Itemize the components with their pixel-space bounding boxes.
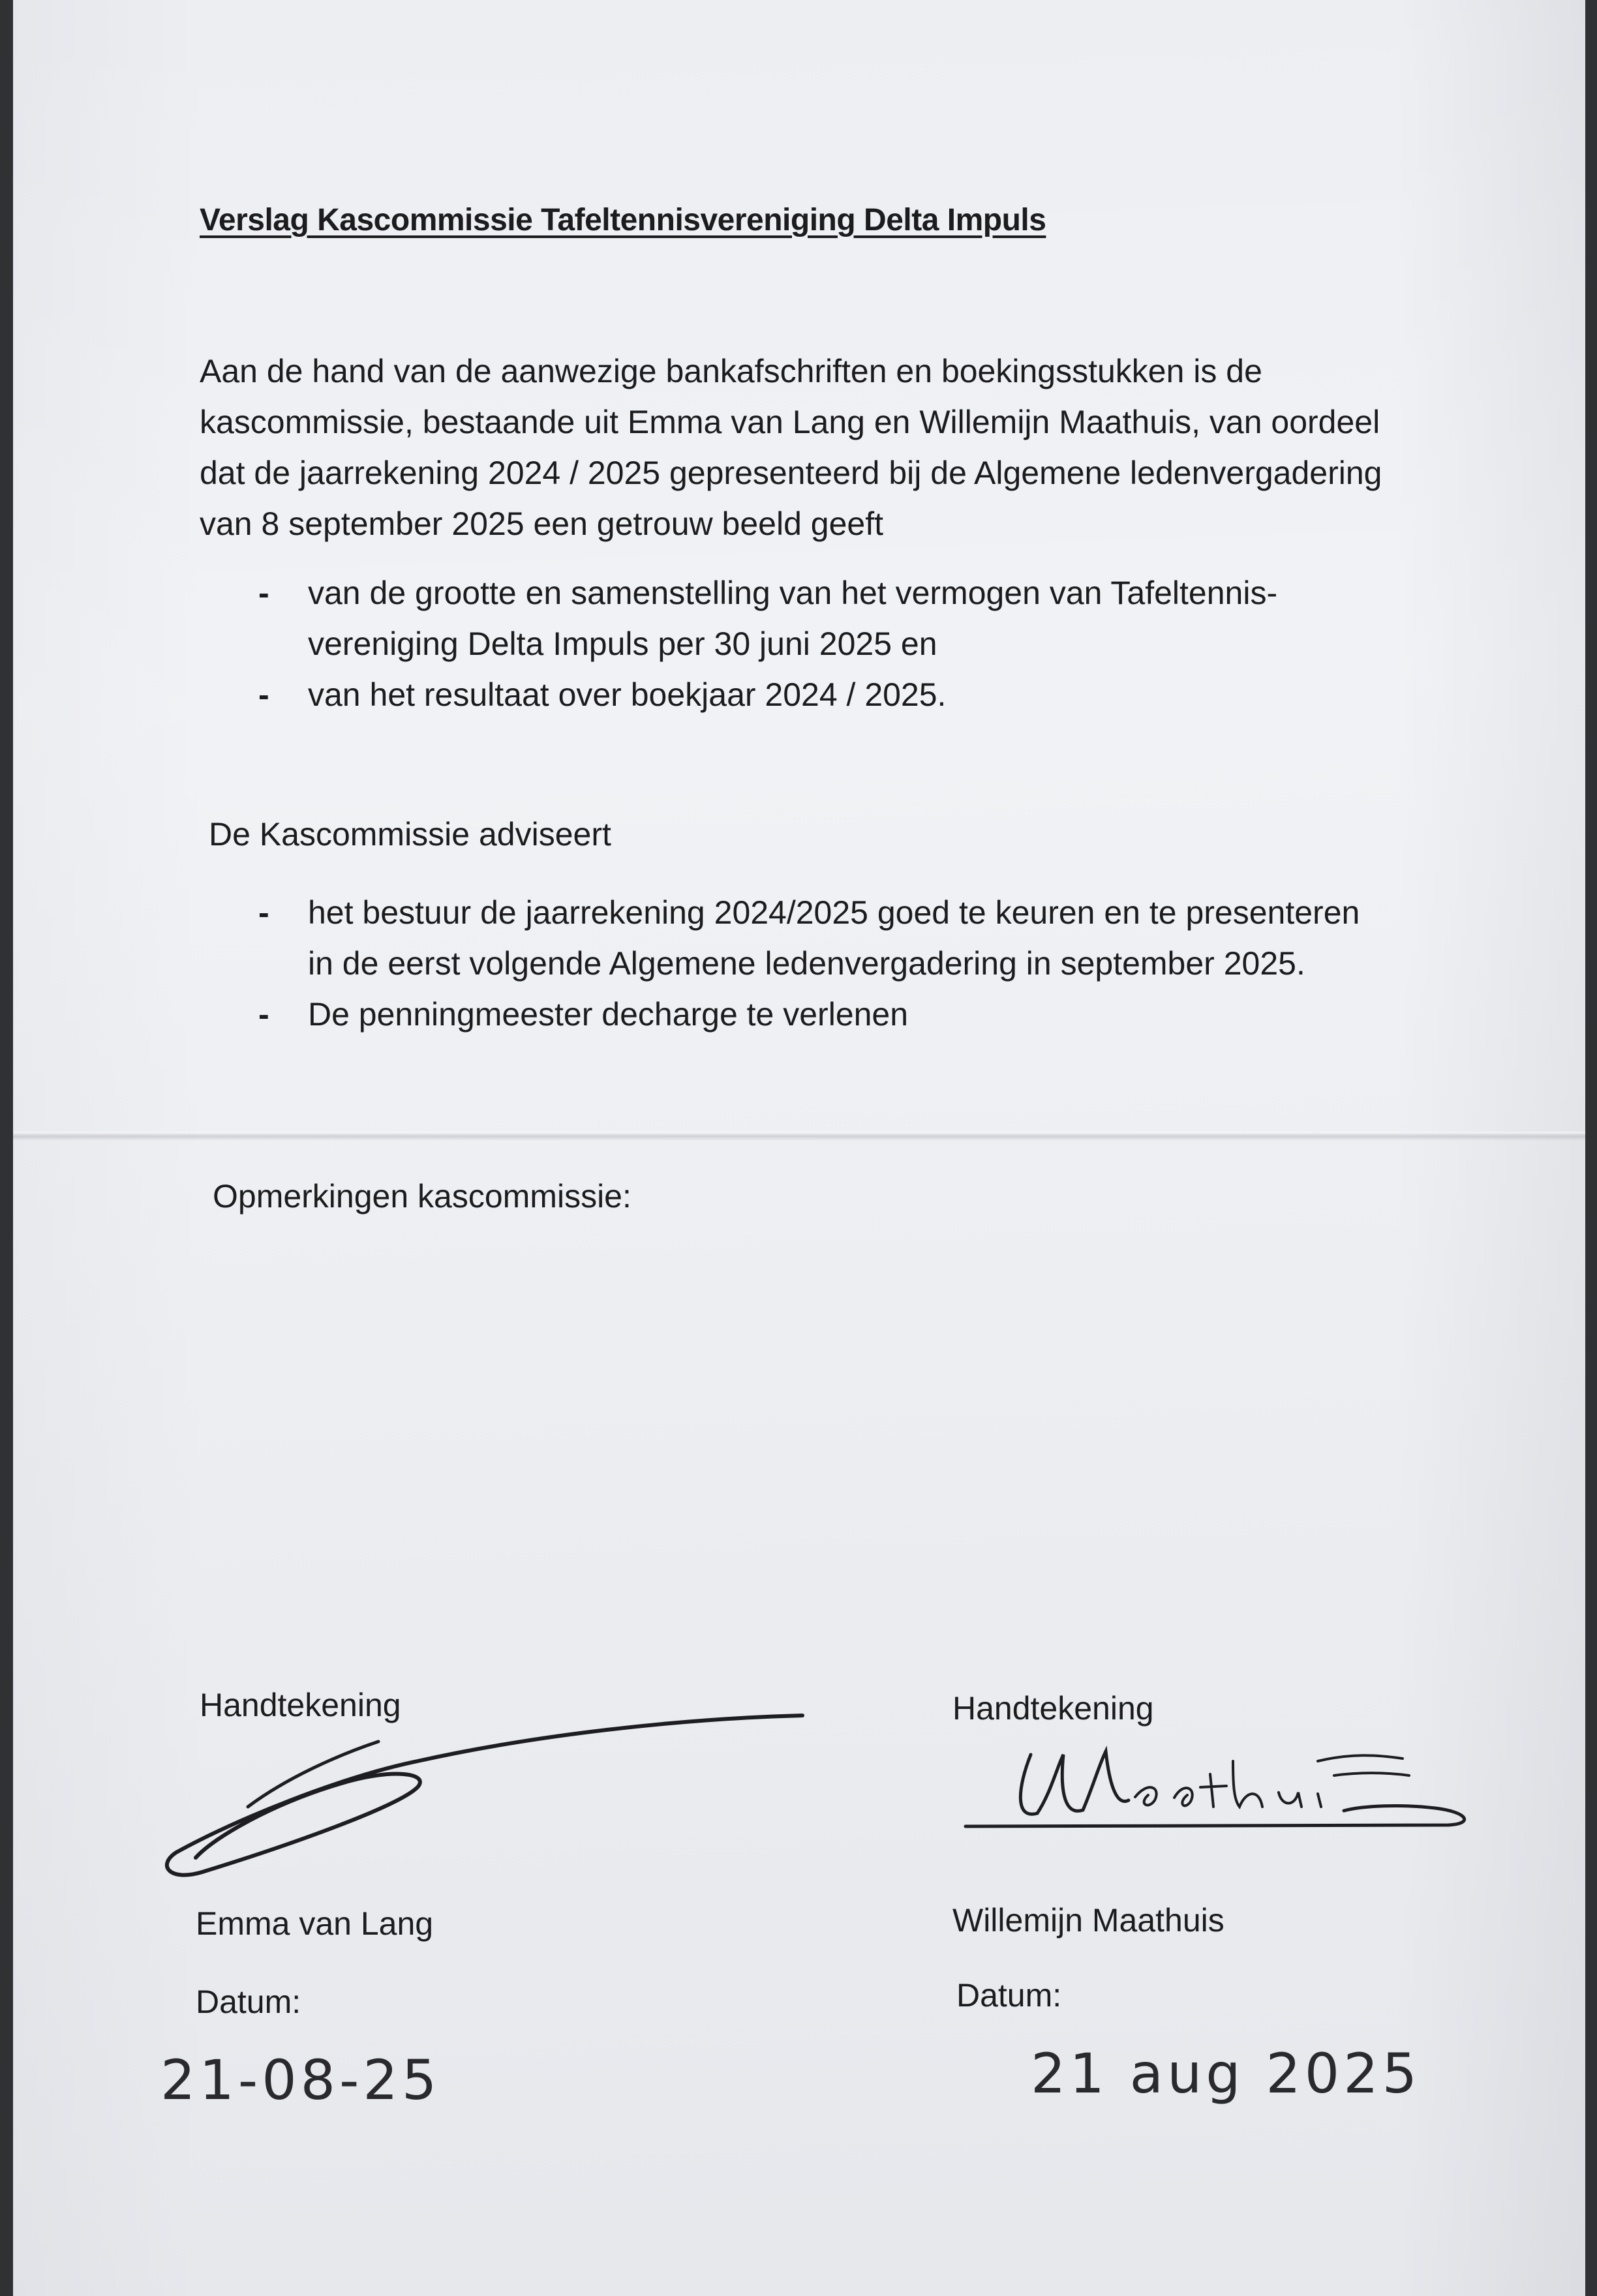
handwritten-date-right: 21 aug 2025: [1031, 2042, 1422, 2106]
date-label-right: Datum:: [956, 1977, 1062, 2014]
list-item: - De penningmeester decharge te verlenen: [258, 989, 1393, 1040]
intro-paragraph: Aan de hand van de aanwezige bankafschriften en boekingsstukken is de kascommissie, bestaande uit Emma van Lang en Willemijn Maathuis, van oordeel dat de jaarrekening 2024 / 2025 gepresenteerd bij de Algemene ledenvergadering van 8 september 2025 een getrouw beeld geeft: [200, 353, 1382, 542]
advice-list: [258, 887, 1393, 1040]
signatory-name-right: Willemijn Maathuis: [952, 1902, 1224, 1939]
signature-willemijn-maathuis: [952, 1735, 1487, 1852]
date-label-left: Datum:: [196, 1984, 301, 2020]
signature-label-right: Handtekening: [952, 1690, 1154, 1727]
assessment-list: [258, 567, 1393, 720]
handwritten-date-left: 21-08-25: [160, 2048, 441, 2112]
list-item: - van het resultaat over boekjaar 2024 / 2025.: [258, 669, 1393, 720]
list-item: - van de grootte en samenstelling van het vermogen van Tafeltennis-vereniging Delta Impuls per 30 juni 2025 en: [258, 567, 1393, 669]
advice-heading: De Kascommissie adviseert: [209, 816, 611, 853]
signature-emma-van-lang: [144, 1696, 861, 1892]
signatory-name-left: Emma van Lang: [196, 1905, 434, 1942]
signature-label-left: Handtekening: [200, 1687, 401, 1723]
paper-fold: [13, 1132, 1585, 1141]
remarks-label: Opmerkingen kascommissie:: [213, 1178, 631, 1215]
document-page: [13, 0, 1585, 2296]
list-item: - het bestuur de jaarrekening 2024/2025 goed te keuren en te presenteren in de eerst volgende Algemene ledenvergadering in september 2025.: [258, 887, 1393, 989]
document-title: Verslag Kascommissie Tafeltennisvereniging Delta Impuls: [200, 203, 1046, 237]
